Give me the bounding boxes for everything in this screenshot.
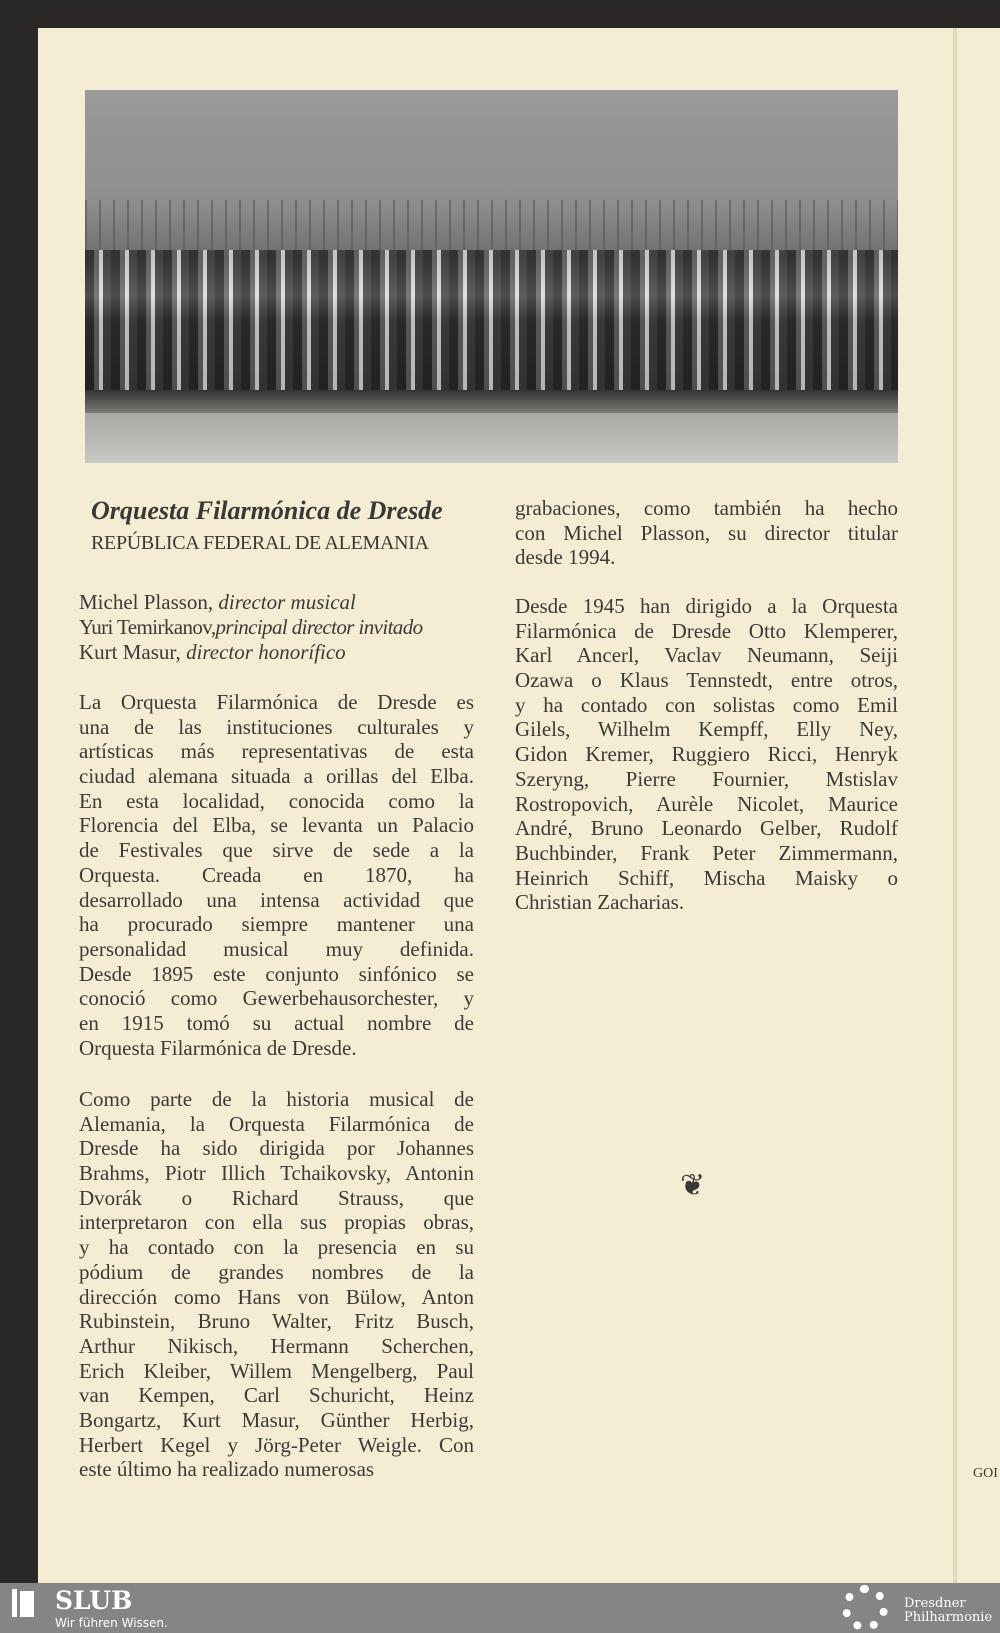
ornament-icon: ❦ <box>680 1169 706 1202</box>
text-line: y ha contado con solistas como Emil <box>515 692 898 717</box>
text-line: Heinrich Schiff, Mischa Maisky o <box>515 865 898 890</box>
text-line: Gilels, Wilhelm Kempff, Elly Ney, <box>515 717 898 742</box>
text-line: desarrollado una intensa actividad que <box>79 887 474 912</box>
page-fold <box>953 28 957 1583</box>
text-line: Herbert Kegel y Jörg-Peter Weigle. Con <box>79 1432 474 1457</box>
text-line: ciudad alemana situada a orillas del Elba. <box>79 764 474 789</box>
text-line: Desde 1945 han dirigido a la Orquesta <box>515 594 898 618</box>
text-line: Desde 1895 este conjunto sinfónico se <box>79 961 474 986</box>
credit-line: Kurt Masur, director honorífico <box>79 640 346 664</box>
slub-logo[interactable]: SLUB <box>55 1586 133 1615</box>
text-line: Dresde ha sido dirigida por Johannes <box>79 1136 474 1161</box>
text-line: pódium de grandes nombres de la <box>79 1259 474 1284</box>
text-line: conoció como Gewerbehausorchester, y <box>79 986 474 1011</box>
text-line: de Festivales que sirve de sede a la <box>79 838 474 863</box>
credits <box>79 590 474 665</box>
text-line: Ozawa o Klaus Tennstedt, entre otros, <box>515 668 898 693</box>
text-line: Dvorák o Richard Strauss, que <box>79 1185 474 1210</box>
text-line: La Orquesta Filarmónica de Dresde es <box>79 690 474 714</box>
text-line: André, Bruno Leonardo Gelber, Rudolf <box>515 816 898 841</box>
footer-bar <box>0 1583 1000 1633</box>
text-line: Filarmónica de Dresde Otto Klemperer, <box>515 618 898 643</box>
text-line: dirección como Hans von Bülow, Anton <box>79 1284 474 1309</box>
text-line: desde 1994. <box>515 545 616 570</box>
text-line: Erich Kleiber, Willem Mengelberg, Paul <box>79 1358 474 1383</box>
text-line: personalidad musical muy definida. <box>79 936 474 961</box>
text-line: interpretaron con ella sus propias obras, <box>79 1210 474 1235</box>
text-line: van Kempen, Carl Schuricht, Heinz <box>79 1383 474 1408</box>
text-line: en 1915 tomó su actual nombre de <box>79 1010 474 1035</box>
credit-line: Michel Plasson, director musical <box>79 590 356 614</box>
book-icon <box>12 1589 39 1617</box>
text-line: Gidon Kremer, Ruggiero Ricci, Henryk <box>515 742 898 767</box>
paragraph <box>515 496 898 570</box>
orchestra-title: Orquesta Filarmónica de Dresde <box>91 496 443 525</box>
text-line: artísticas más representativas de esta <box>79 739 474 764</box>
text-line: una de las instituciones culturales y <box>79 714 474 739</box>
next-page-fragment: GOI <box>973 1466 998 1481</box>
text-line: con Michel Plasson, su director titular <box>515 520 898 545</box>
text-line: Orquesta Filarmónica de Dresde. <box>79 1035 357 1060</box>
text-line: ha procurado siempre mantener una <box>79 912 474 937</box>
text-line: Brahms, Piotr Illich Tchaikovsky, Antonin <box>79 1161 474 1186</box>
text-line: Karl Ancerl, Vaclav Neumann, Seiji <box>515 643 898 668</box>
text-line: grabaciones, como también ha hecho <box>515 496 898 520</box>
text-line: Christian Zacharias. <box>515 890 685 915</box>
text-line: este último ha realizado numerosas <box>79 1457 375 1482</box>
paragraph <box>515 594 898 915</box>
philharmonie-logo-icon[interactable] <box>842 1585 888 1631</box>
text-line: Orquesta. Creada en 1870, ha <box>79 862 474 887</box>
text-line: Arthur Nikisch, Hermann Scherchen, <box>79 1333 474 1358</box>
text-line: Rubinstein, Bruno Walter, Fritz Busch, <box>79 1309 474 1334</box>
text-line: Rostropovich, Aurèle Nicolet, Maurice <box>515 791 898 816</box>
partner-name[interactable]: Dresdner Philharmonie <box>904 1596 993 1625</box>
text-line: Florencia del Elba, se levanta un Palacio <box>79 813 474 838</box>
text-line: Alemania, la Orquesta Filarmónica de <box>79 1111 474 1136</box>
orchestra-photo <box>85 90 898 463</box>
text-line: En esta localidad, conocida como la <box>79 788 474 813</box>
text-line: Bongartz, Kurt Masur, Günther Herbig, <box>79 1407 474 1432</box>
paragraph <box>79 690 474 1060</box>
text-line: Como parte de la historia musical de <box>79 1087 474 1111</box>
slub-tagline: Wir führen Wissen. <box>55 1616 168 1630</box>
text-line: y ha contado con la presencia en su <box>79 1235 474 1260</box>
orchestra-country: REPÚBLICA FEDERAL DE ALEMANIA <box>91 532 429 554</box>
paragraph <box>79 1087 474 1482</box>
credit-line: Yuri Temirkanov,principal director invitado <box>79 615 423 639</box>
text-line: Buchbinder, Frank Peter Zimmermann, <box>515 840 898 865</box>
text-line: Szeryng, Pierre Fournier, Mstislav <box>515 766 898 791</box>
